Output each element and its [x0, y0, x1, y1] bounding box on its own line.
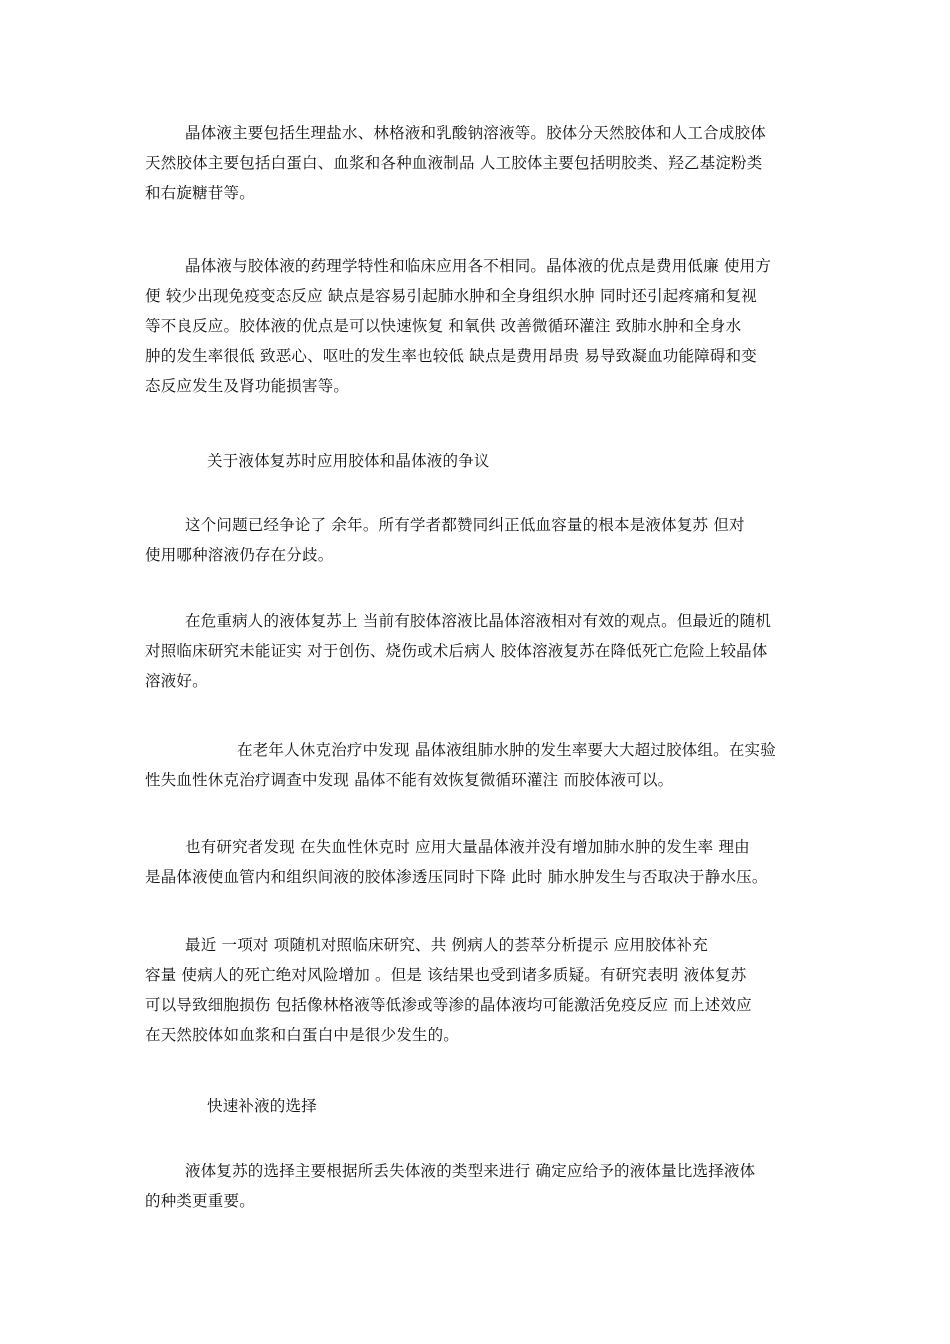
text-line: 肿的发生率很低 致恶心、呕吐的发生率也较低 缺点是费用昂贵 易导致凝血功能障碍和变	[145, 347, 757, 365]
text-line: 在老年人休克治疗中发现 晶体液组肺水肿的发生率要大大超过胶体组。在实验	[237, 741, 776, 759]
paragraph-meta-analysis	[145, 930, 785, 1050]
text-line: 也有研究者发现 在失血性休克时 应用大量晶体液并没有增加肺水肿的发生率 理由	[185, 838, 750, 856]
text-line: 便 较少出现免疫变态反应 缺点是容易引起肺水肿和全身组织水肿 同时还引起疼痛和复视	[145, 287, 757, 305]
text-line: 液体复苏的选择主要根据所丢失体液的类型来进行 确定应给予的液体量比选择液体	[185, 1162, 756, 1180]
text-line: 在危重病人的液体复苏上 当前有胶体溶液比晶体溶液相对有效的观点。但最近的随机	[185, 612, 772, 630]
text-line: 最近 一项对 项随机对照临床研究、共 例病人的荟萃分析提示 应用胶体补充	[185, 936, 708, 954]
text-line: 是晶体液使血管内和组织间液的胶体渗透压同时下降 此时 肺水肿发生与否取决于静水压。	[145, 868, 768, 886]
text-line: 天然胶体主要包括白蛋白、血浆和各种血液制品 人工胶体主要包括明胶类、羟乙基淀粉类	[145, 154, 763, 172]
paragraph-fluid-choice	[145, 1156, 785, 1216]
section-heading: 关于液体复苏时应用胶体和晶体液的争议	[207, 452, 490, 470]
text-line: 容量 使病人的死亡绝对风险增加 。但是 该结果也受到诸多质疑。有研究表明 液体复苏	[145, 966, 747, 984]
section-heading-rapid-infusion	[145, 1091, 785, 1121]
text-line: 在天然胶体如血浆和白蛋白中是很少发生的。	[145, 1026, 460, 1044]
text-line: 等不良反应。胶体液的优点是可以快速恢复 和氧供 改善微循环灌注 致肺水肿和全身水	[145, 317, 742, 335]
text-line: 对照临床研究未能证实 对于创伤、烧伤或术后病人 胶体溶液复苏在降低死亡危险上较晶体	[145, 642, 768, 660]
paragraph-elderly-shock	[145, 735, 785, 795]
text-line: 的种类更重要。	[145, 1192, 255, 1210]
text-line: 溶液好。	[145, 672, 208, 690]
text-line: 这个问题已经争论了 余年。所有学者都赞同纠正低血容量的根本是液体复苏 但对	[185, 516, 745, 534]
paragraph-hemorrhagic-shock	[145, 832, 785, 892]
paragraph-critical-patients	[145, 606, 785, 696]
text-line: 晶体液与胶体液的药理学特性和临床应用各不相同。晶体液的优点是费用低廉 使用方	[185, 257, 772, 275]
text-line: 和右旋糖苷等。	[145, 184, 255, 202]
text-line: 晶体液主要包括生理盐水、林格液和乳酸钠溶液等。胶体分天然胶体和人工合成胶体	[185, 124, 766, 142]
section-heading: 快速补液的选择	[207, 1097, 317, 1115]
paragraph-pharmacology-comparison	[145, 251, 785, 401]
text-line: 使用哪种溶液仍存在分歧。	[145, 546, 334, 564]
text-line: 性失血性休克治疗调查中发现 晶体不能有效恢复微循环灌注 而胶体液可以。	[145, 771, 674, 789]
paragraph-debate	[145, 510, 785, 570]
paragraph-crystalloid-colloid-types	[145, 118, 785, 208]
section-heading-controversy	[145, 446, 785, 476]
text-line: 可以导致细胞损伤 包括像林格液等低渗或等渗的晶体液均可能激活免疫反应 而上述效应	[145, 996, 752, 1014]
text-line: 态反应发生及肾功能损害等。	[145, 377, 350, 395]
